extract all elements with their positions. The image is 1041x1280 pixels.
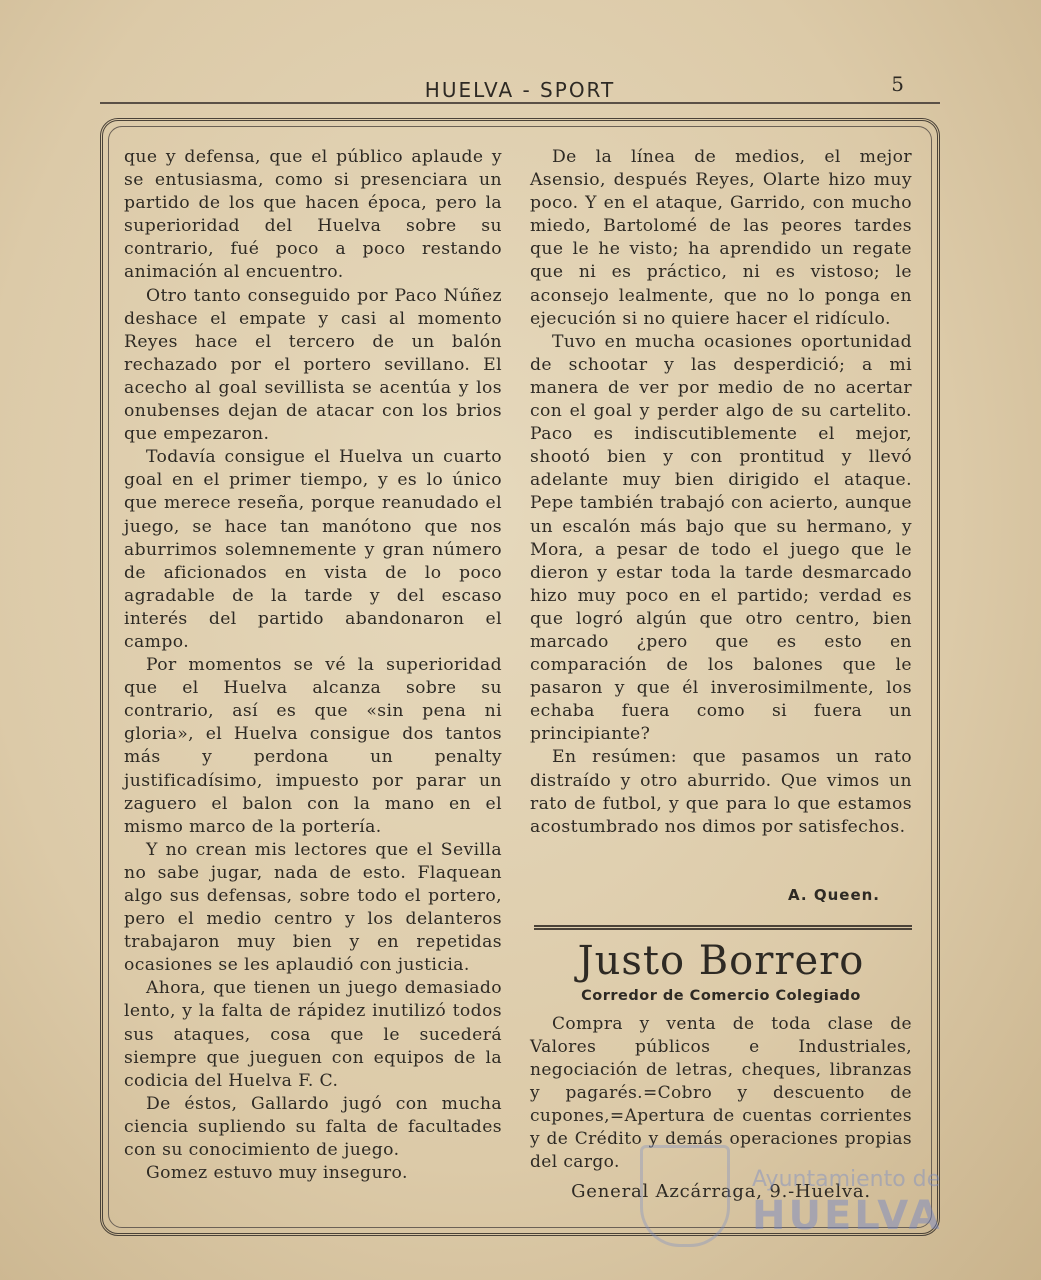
page-number: 5: [891, 72, 904, 96]
ad-body: [530, 1013, 912, 1174]
paragraph: Por momentos se vé la superioridad que el Huelva alcanza sobre su contrario, así es que «sin pena ni gloria», el Huelva consigue dos tantos más y perdona un penalty justificadísimo, impuesto por parar un zaguero el balon con la mano en el mismo marco de la portería.: [124, 655, 502, 837]
paragraph: En resúmen: que pasamos un rato distraído y otro aburrido. Que vimos un rato de futbol, y que para lo que estamos acostumbrado nos dimos por satisfechos.: [530, 747, 912, 837]
paragraph: De la línea de medios, el mejor Asensio, después Reyes, Olarte hizo muy poco. Y en el ataque, Garrido, con mucho miedo, Bartolomé de las peores tardes que le he visto; ha aprendido un regate que ni es práctico, ni es vistoso; le aconsejo lealmente, que no lo ponga en ejecución si no quiere hacer el ridículo.: [530, 147, 912, 329]
paragraph: que y defensa, que el público aplaude y se entusiasma, como si presenciara un partido de los que hacen época, pero la superioridad del Huelva sobre su contrario, fué poco a poco restando animación al encuentro.: [124, 147, 502, 283]
right-column: [530, 146, 912, 839]
page-header: [100, 72, 940, 104]
article-signature: A. Queen.: [788, 886, 880, 904]
paragraph: Todavía consigue el Huelva un cuarto goal en el primer tiempo, y es lo único que merece reseña, porque reanudado el juego, se hace tan manótono que nos aburrimos solemnemente y gran número de aficionados en vista de lo poco agradable de la tarde y del escaso interés del partido abandonaron el campo.: [124, 447, 502, 652]
ad-body-text: Compra y venta de toda clase de Valores públicos e Industriales, negociación de letras, cheques, libranzas y pagarés.=Cobro y descuento de cupones,=Apertura de cuentas corrientes y de Crédito y demás operaciones propias del cargo.: [530, 1014, 912, 1172]
paragraph: Otro tanto conseguido por Paco Núñez deshace el empate y casi al momento Reyes hace el tercero de un balón rechazado por el portero sevillano. El acecho al goal sevillista se acentúa y los onubenses dejan de atacar con los brios que empezaron.: [124, 285, 502, 445]
left-column: [124, 146, 502, 1185]
watermark-line2: HUELVA: [752, 1193, 943, 1239]
paragraph: De éstos, Gallardo jugó con mucha ciencia supliendo su falta de facultades con su conocimiento de juego.: [124, 1093, 502, 1161]
paragraph: Ahora, que tienen un juego demasiado lento, y la falta de rápidez inutilizó todos sus ataques, cosa que le sucederá siempre que jueguen con equipos de la codicia del Huelva F. C.: [124, 978, 502, 1091]
paragraph: Y no crean mis lectores que el Sevilla no sabe jugar, nada de esto. Flaquean algo sus defensas, sobre todo el portero, pero el medio centro y los delanteros trabajaron muy bien y en repetidas ocasiones se les aplaudió con justicia.: [124, 839, 502, 976]
ad-divider: [534, 925, 912, 930]
ad-title: Justo Borrero: [577, 938, 865, 984]
watermark-line1: Ayuntamiento de: [752, 1167, 941, 1192]
paragraph: Tuvo en mucha ocasiones oportunidad de schootar y las desperdició; a mi manera de ver por medio de no acertar con el goal y perder algo de su cartelito. Paco es indiscutiblemente el mejor, shootó bien y con prontitud y llevó adelante muy bien dirigido el ataque. Pepe también trabajó con acierto, aunque un escalón más bajo que su hermano, y Mora, a pesar de todo el juego que le dieron y estar toda la tarde desmarcado hizo muy poco en el partido; verdad es que logró algún que otro centro, bien marcado ¿pero que es esto en comparación de los balones que le pasaron y que él inverosimilmente, los echaba fuera como si fuera un principiante?: [530, 331, 912, 745]
ad-subtitle: Corredor de Comercio Colegiado: [581, 988, 861, 1004]
paragraph: Gomez estuvo muy inseguro.: [146, 1163, 408, 1184]
ad-address: General Azcárraga, 9.-Huelva.: [571, 1181, 871, 1202]
publication-title: HUELVA - SPORT: [424, 78, 616, 102]
